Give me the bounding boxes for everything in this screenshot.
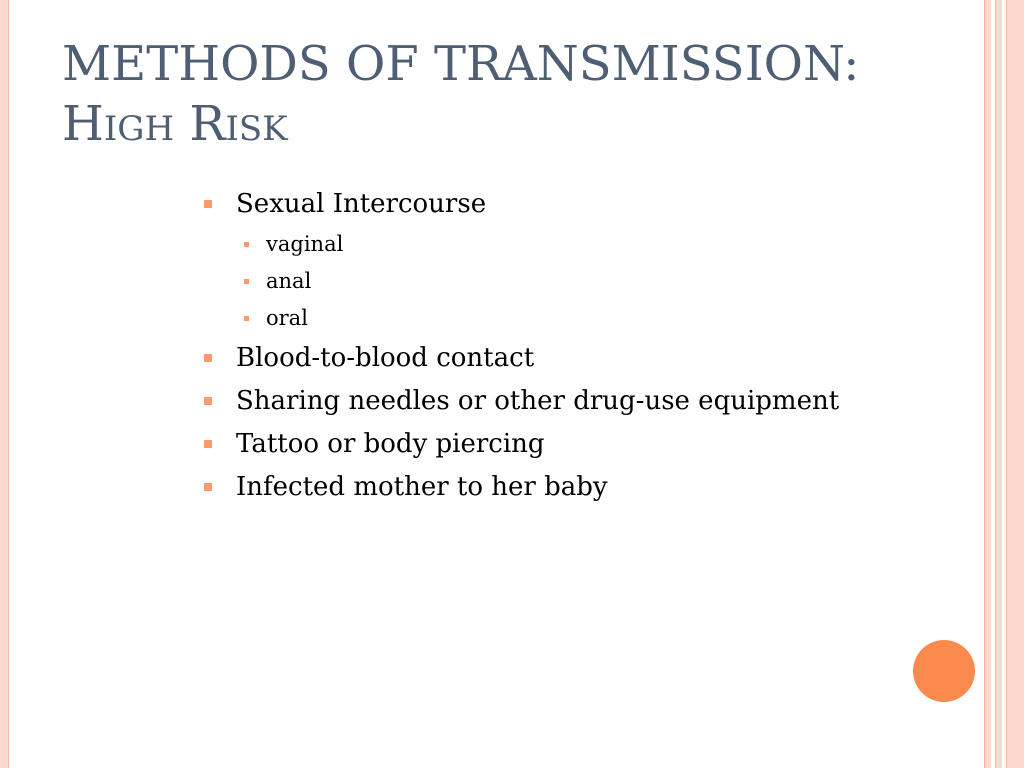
- bullet-item: [204, 426, 904, 462]
- bullet-text: Sharing needles or other drug-use equipment: [236, 386, 840, 416]
- bullet-item: [204, 340, 904, 376]
- title-line-1: METHODS OF TRANSMISSION:: [62, 36, 860, 92]
- sub-bullet-group: [204, 229, 904, 333]
- right-border-stripes: [978, 0, 1024, 768]
- bullet-item: [204, 469, 904, 505]
- bullet-list: [204, 186, 904, 512]
- sub-bullet-list: [204, 229, 904, 333]
- sub-bullet-text: vaginal: [266, 232, 344, 256]
- left-border-stripe: [0, 0, 9, 768]
- orange-circle-decoration: [913, 640, 975, 702]
- sub-bullet-item: [244, 303, 904, 333]
- sub-bullet-text: oral: [266, 306, 308, 330]
- square-bullet-icon: [244, 316, 249, 321]
- bullet-text: Tattoo or body piercing: [236, 429, 545, 459]
- square-bullet-icon: [204, 200, 212, 208]
- sub-bullet-item: [244, 229, 904, 259]
- bullet-text: Infected mother to her baby: [236, 472, 608, 502]
- square-bullet-icon: [244, 279, 249, 284]
- bullet-text: Blood-to-blood contact: [236, 343, 535, 373]
- slide-title: [62, 34, 962, 154]
- bullet-item: [204, 186, 904, 222]
- square-bullet-icon: [204, 354, 212, 362]
- square-bullet-icon: [244, 242, 249, 247]
- title-line-2: High Risk: [62, 96, 288, 152]
- square-bullet-icon: [204, 397, 212, 405]
- bullet-text: Sexual Intercourse: [236, 189, 487, 219]
- sub-bullet-item: [244, 266, 904, 296]
- square-bullet-icon: [204, 440, 212, 448]
- bullet-item: [204, 383, 904, 419]
- square-bullet-icon: [204, 483, 212, 491]
- sub-bullet-text: anal: [266, 269, 312, 293]
